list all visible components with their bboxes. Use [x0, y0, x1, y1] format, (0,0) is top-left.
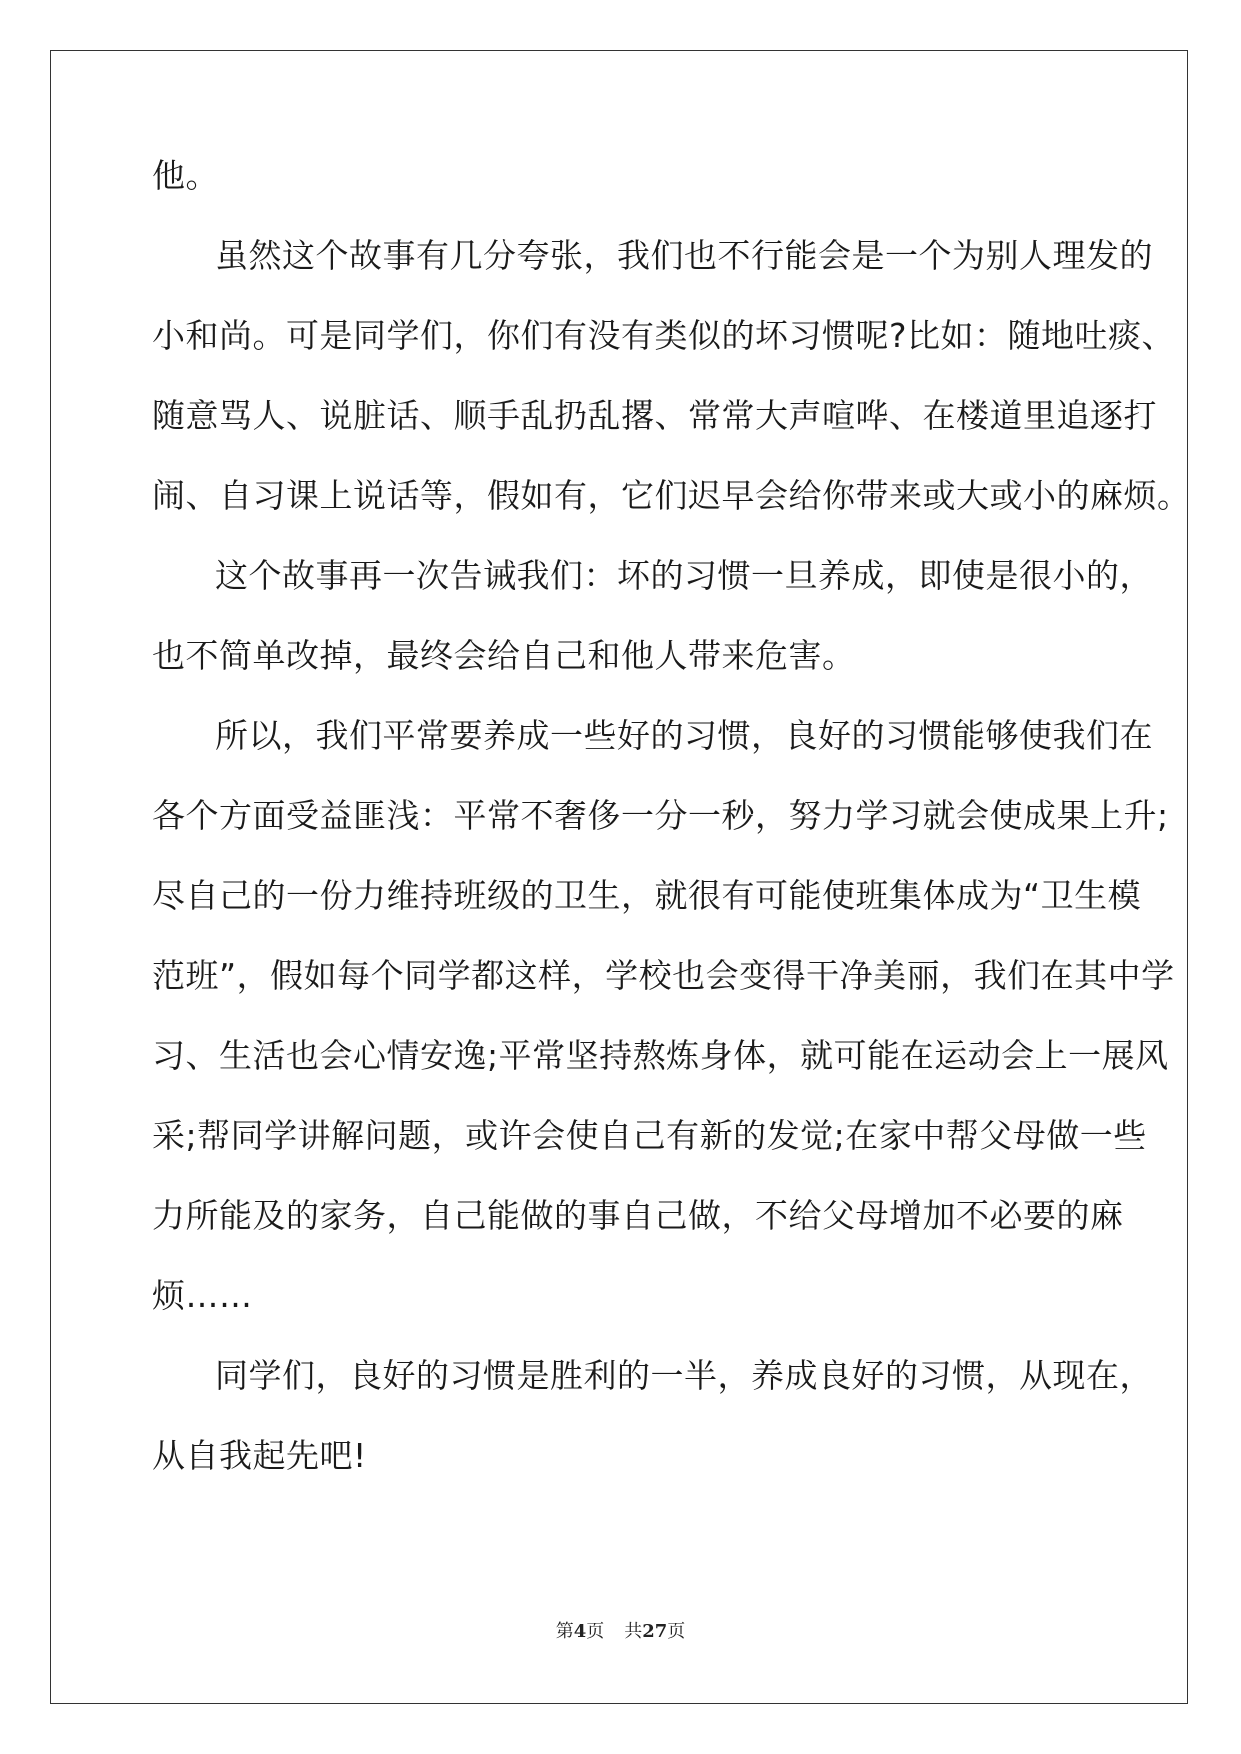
- body-line-10: 尽自己的一份力维持班级的卫生，就很有可能使班集体成为“卫生模: [152, 876, 1142, 915]
- body-line-4: 随意骂人、说脏话、顺手乱扔乱撂、常常大声喧哗、在楼道里追逐打: [152, 396, 1157, 435]
- body-line-17: 从自我起先吧!: [152, 1436, 367, 1475]
- body-line-15: 烦……: [152, 1276, 253, 1315]
- body-line-9: 各个方面受益匪浅：平常不奢侈一分一秒，努力学习就会使成果上升;: [152, 796, 1169, 835]
- body-line-6: 这个故事再一次告诫我们：坏的习惯一旦养成，即使是很小的，: [215, 556, 1153, 595]
- body-line-13: 采;帮同学讲解问题，或许会使自己有新的发觉;在家中帮父母做一些: [152, 1116, 1147, 1155]
- body-line-8: 所以，我们平常要养成一些好的习惯，良好的习惯能够使我们在: [215, 716, 1153, 755]
- page-suffix: 页: [586, 1621, 605, 1642]
- body-line-16: 同学们，良好的习惯是胜利的一半，养成良好的习惯，从现在，: [215, 1356, 1153, 1395]
- body-line-5: 闹、自习课上说话等，假如有，它们迟早会给你带来或大或小的麻烦。: [152, 476, 1191, 515]
- body-line-14: 力所能及的家务，自己能做的事自己做，不给父母增加不必要的麻: [152, 1196, 1124, 1235]
- page-prefix: 第: [555, 1621, 574, 1642]
- body-line-12: 习、生活也会心情安逸;平常坚持熬炼身体，就可能在运动会上一展风: [152, 1036, 1169, 1075]
- total-prefix: 共: [624, 1621, 643, 1642]
- page-footer: [0, 1620, 1241, 1644]
- page-number: 4: [573, 1621, 587, 1642]
- body-line-7: 也不简单改掉，最终会给自己和他人带来危害。: [152, 636, 856, 675]
- body-line-2: 虽然这个故事有几分夸张，我们也不行能会是一个为别人理发的: [215, 236, 1153, 275]
- body-line-1: 他。: [152, 156, 219, 195]
- body-line-3: 小和尚。可是同学们，你们有没有类似的坏习惯呢?比如：随地吐痰、: [152, 316, 1176, 355]
- body-line-11: 范班”，假如每个同学都这样，学校也会变得干净美丽，我们在其中学: [152, 956, 1175, 995]
- total-pages: 27: [642, 1621, 668, 1642]
- total-suffix: 页: [667, 1621, 686, 1642]
